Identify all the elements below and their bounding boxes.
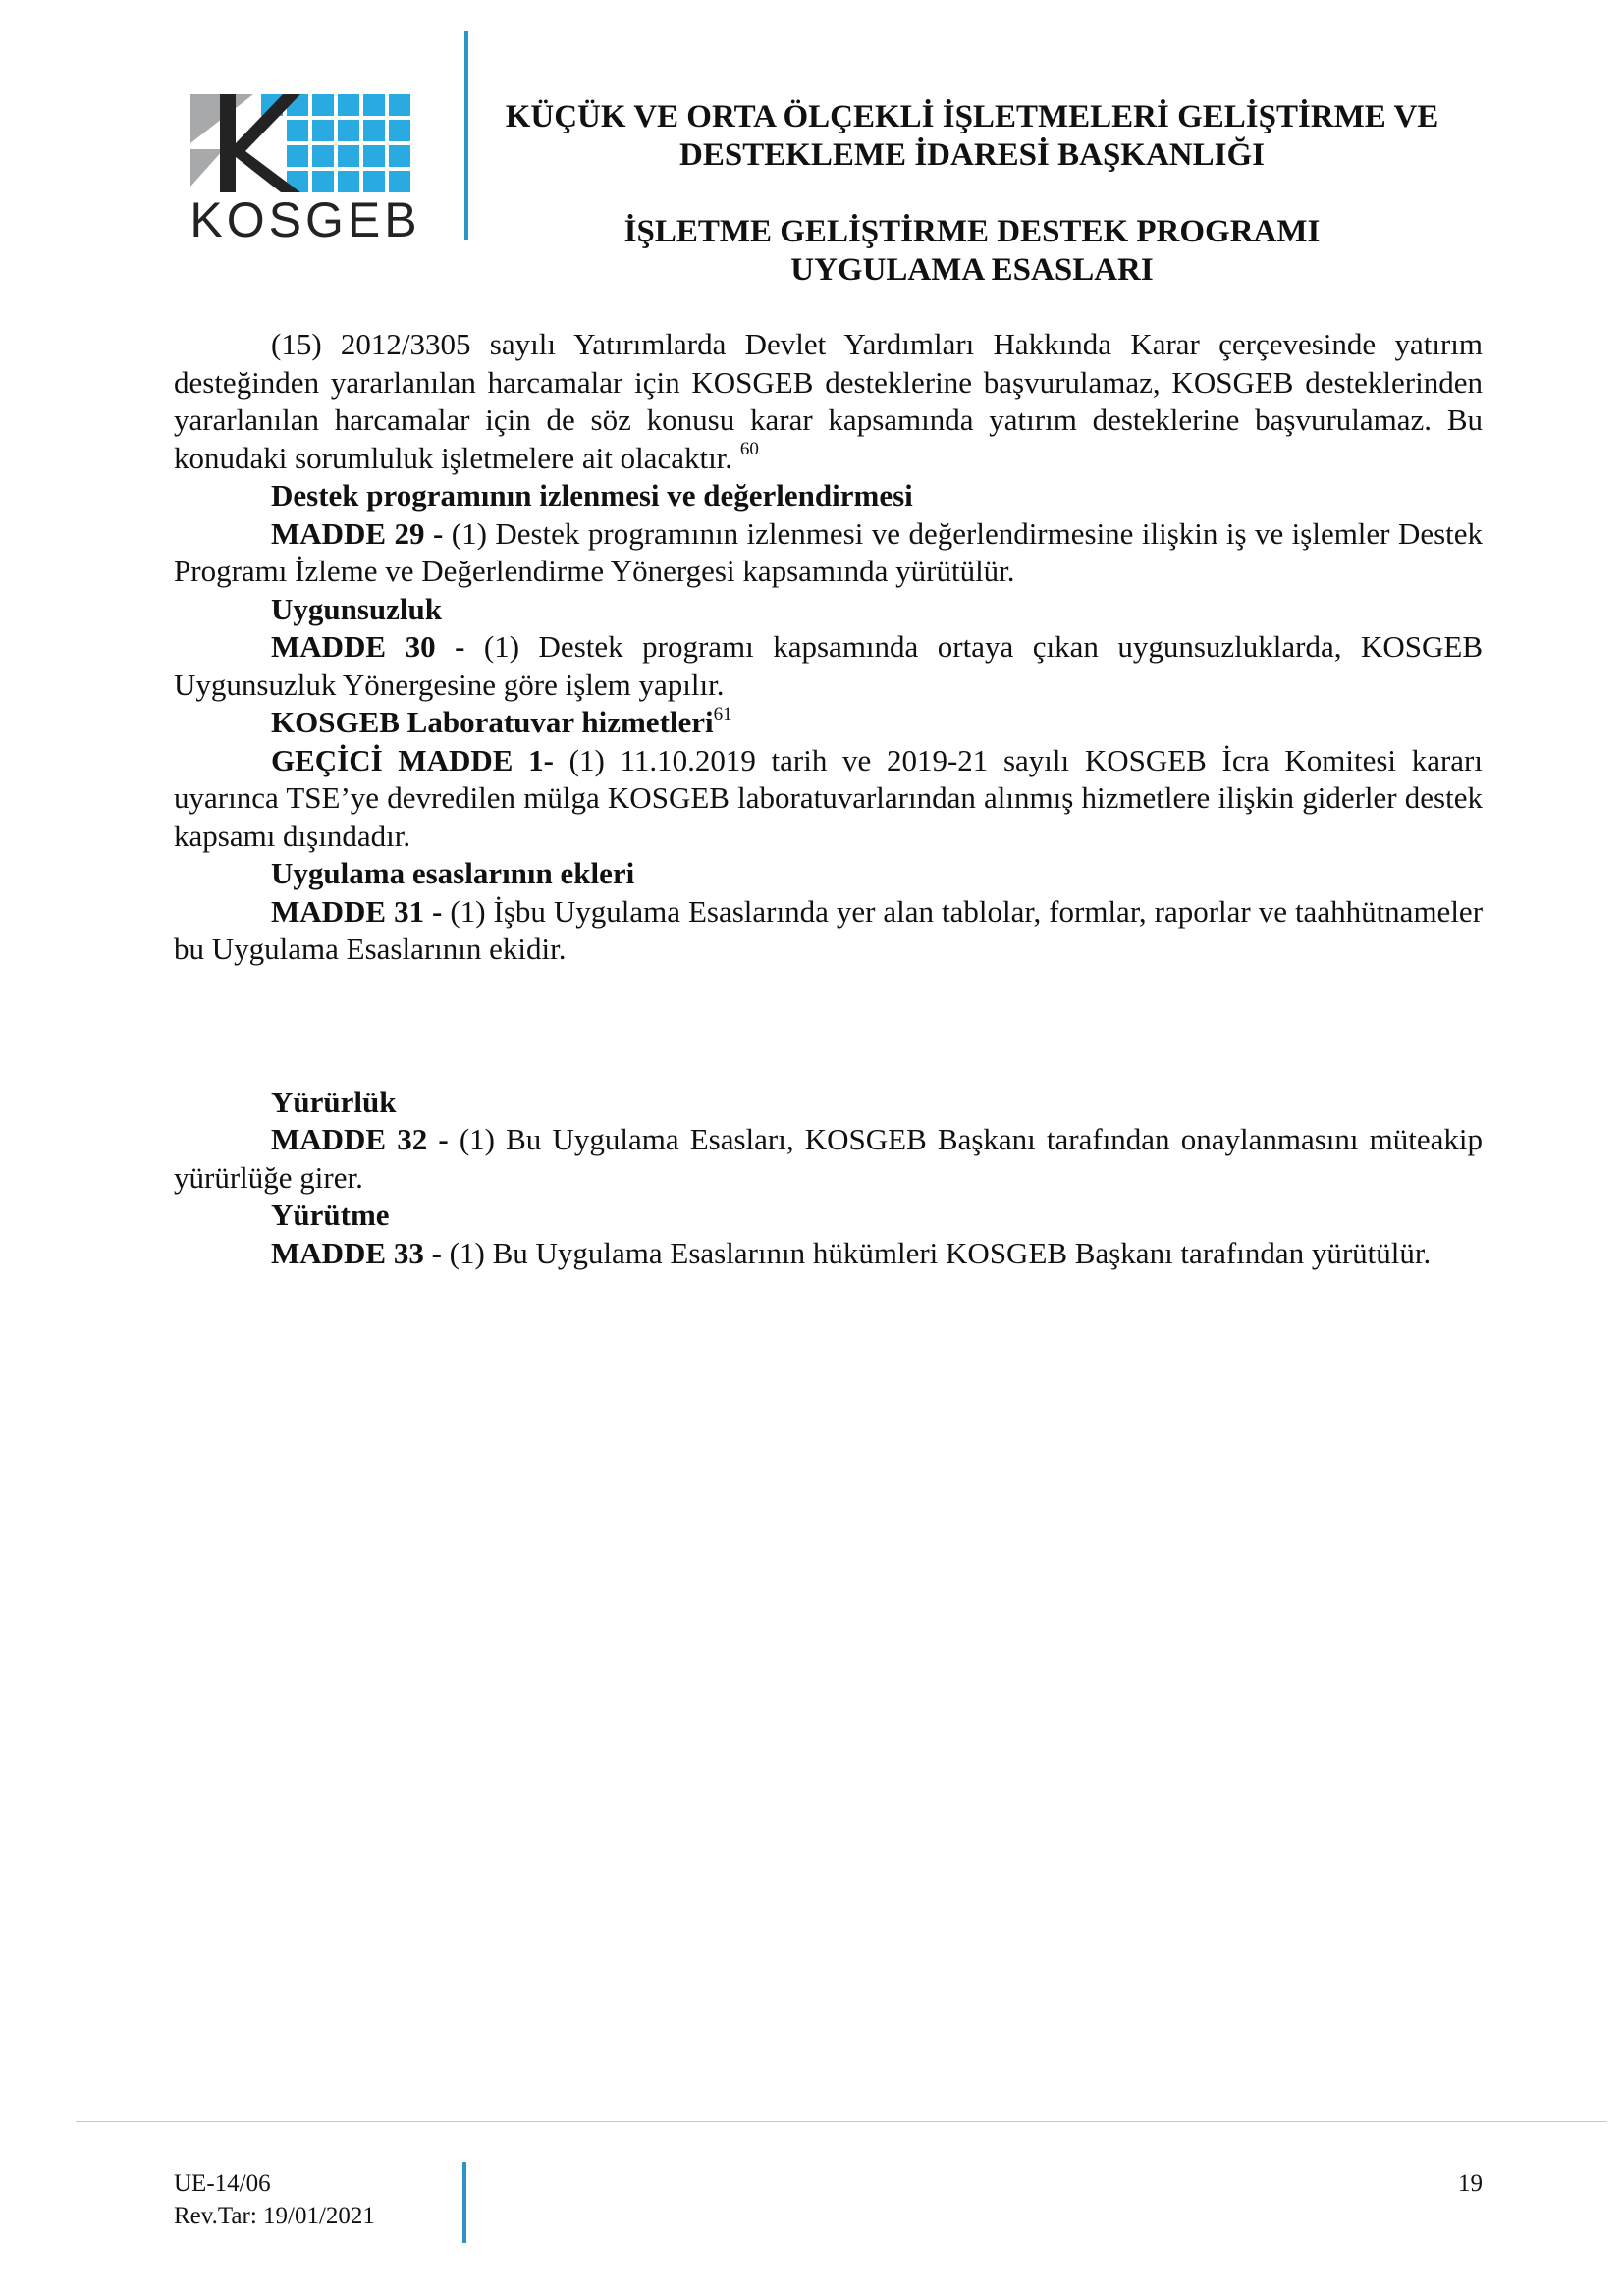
organization-title [481, 98, 1463, 175]
program-line-1: İŞLETME GELİŞTİRME DESTEK PROGRAMI [623, 214, 1321, 249]
org-line-2: DESTEKLEME İDARESİ BAŞKANLIĞI [679, 137, 1265, 173]
heading-yurutme: Yürütme [271, 1198, 390, 1232]
heading-izleme: Destek programının izlenmesi ve değerlendirmesi [271, 478, 913, 512]
temporary-article-1 [174, 742, 1483, 856]
footer-rule [76, 2121, 1607, 2122]
article-32-label: MADDE 32 - [271, 1122, 449, 1156]
article-31-text: (1) İşbu Uygulama Esaslarında yer alan tablolar, formlar, raporlar ve taahhütnameler bu Uygulama Esaslarının ekidir. [174, 893, 1484, 966]
logo-wordmark: KOSGEB [189, 192, 421, 247]
program-line-2: UYGULAMA ESASLARI [790, 252, 1154, 288]
article-33-text: (1) Bu Uygulama Esaslarının hükümleri KOSGEB Başkanı tarafından yürütülür. [449, 1235, 1432, 1270]
article-33 [174, 1235, 1483, 1273]
blank-space [174, 969, 1483, 1084]
heading-uygunsuzluk: Uygunsuzluk [271, 591, 443, 626]
document-body [174, 326, 1483, 1272]
article-33-label: MADDE 33 - [271, 1235, 442, 1270]
footnote-ref-60: 60 [739, 439, 759, 460]
article-31-label: MADDE 31 - [271, 893, 443, 929]
article-30-label: MADDE 30 - [271, 629, 465, 664]
heading-yururluk: Yürürlük [271, 1084, 397, 1119]
temporary-article-1-label: GEÇİCİ MADDE 1- [271, 742, 554, 777]
heading-laboratuvar [174, 704, 1483, 742]
org-line-1: KÜÇÜK VE ORTA ÖLÇEKLİ İŞLETMELERİ GELİŞTİRME VE [505, 99, 1439, 134]
article-31 [174, 893, 1483, 969]
heading-laboratuvar-text: KOSGEB Laboratuvar hizmetleri [271, 705, 714, 739]
article-29-label: MADDE 29 - [271, 515, 444, 551]
paragraph-15-text: (15) 2012/3305 sayılı Yatırımlarda Devlet Yardımları Hakkında Karar çerçevesinde yatırım desteğinden yararlanılan harcamalar için KOSGEB desteklerine başvurulamaz, KOSGEB desteklerinden yararlanılan harcamalar için de söz konusu karar kapsamında yatırım desteklerine başvurulamaz. Bu konudaki sorumluluk işletmelere ait olacaktır. [174, 327, 1483, 475]
footnote-ref-61: 61 [713, 703, 732, 724]
heading-ekler: Uygulama esaslarının ekleri [271, 856, 635, 890]
temporary-article-1-text: (1) 11.10.2019 tarih ve 2019-21 sayılı KOSGEB İcra Komitesi kararı uyarınca TSE’ye devredilen mülga KOSGEB laboratuvarlarından alınmış hizmetlere ilişkin giderler destek kapsamı dışındadır. [174, 742, 1483, 853]
logo-k-dark [220, 94, 236, 192]
footer-revision-date: Rev.Tar: 19/01/2021 [174, 2203, 375, 2229]
page-number: 19 [1458, 2170, 1483, 2197]
footer-doc-info [174, 2167, 375, 2232]
article-29-text: (1) Destek programının izlenmesi ve değerlendirmesine ilişkin iş ve işlemler Destek Programı İzleme ve Değerlendirme Yönergesi kapsamında yürütülür. [174, 515, 1484, 588]
article-32-text: (1) Bu Uygulama Esasları, KOSGEB Başkanı tarafından onaylanmasını müteakip yürürlüğe girer. [174, 1122, 1483, 1195]
article-29 [174, 515, 1483, 591]
article-30-text: (1) Destek programı kapsamında ortaya çıkan uygunsuzluklarda, KOSGEB Uygunsuzluk Yönergesine göre işlem yapılır. [174, 629, 1484, 702]
article-30 [174, 628, 1483, 704]
program-title [481, 213, 1463, 290]
header-divider [464, 31, 468, 240]
article-32 [174, 1121, 1483, 1197]
paragraph-15 [174, 326, 1483, 477]
footer-divider [462, 2162, 466, 2243]
footer-doc-code: UE-14/06 [174, 2170, 271, 2197]
